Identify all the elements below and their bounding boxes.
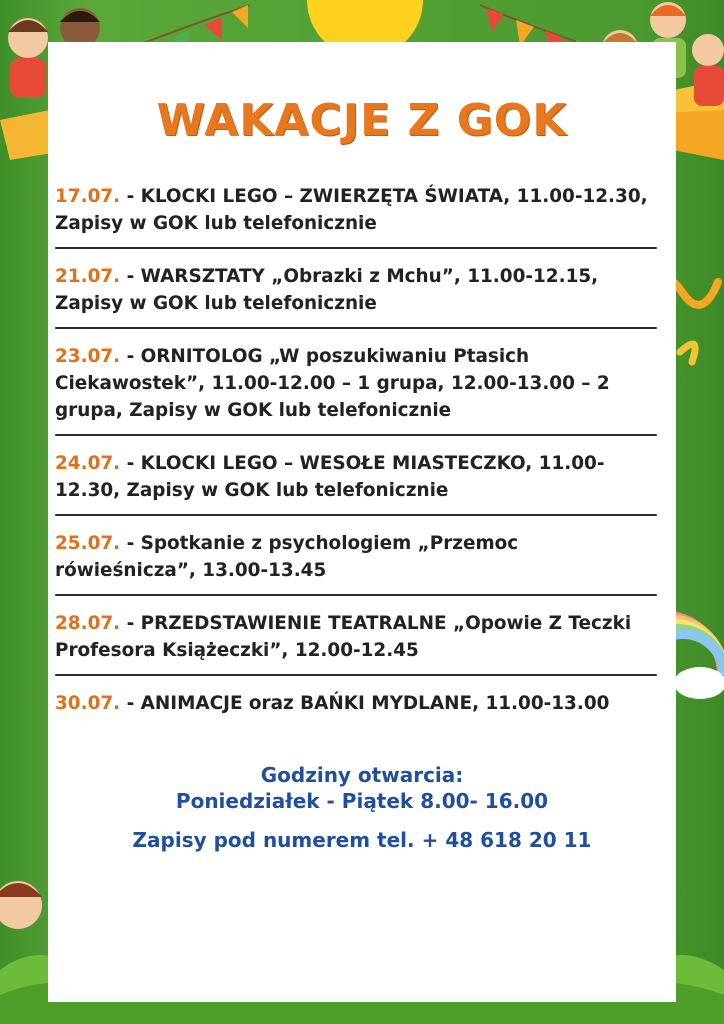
event-date: 24.07. bbox=[55, 453, 121, 474]
event-item bbox=[55, 343, 665, 434]
event-item bbox=[55, 450, 665, 514]
event-description: - KLOCKI LEGO – WESOŁE MIASTECZKO, 11.00-12.30, Zapisy w GOK lub telefonicznie bbox=[55, 453, 605, 501]
event-item bbox=[55, 690, 665, 727]
divider bbox=[55, 327, 657, 329]
event-description: - Spotkanie z psychologiem „Przemoc rówieśnicza”, 13.00-13.45 bbox=[55, 533, 519, 581]
divider bbox=[55, 514, 657, 516]
event-list bbox=[55, 183, 665, 727]
event-item bbox=[55, 263, 665, 327]
opening-hours-heading: Godziny otwarcia: bbox=[260, 763, 464, 787]
event-item bbox=[55, 183, 665, 247]
event-date: 17.07. bbox=[55, 186, 121, 207]
divider bbox=[55, 594, 657, 596]
event-date: 28.07. bbox=[55, 613, 121, 634]
poster-title: WAKACJE Z GOK bbox=[156, 95, 568, 146]
event-date: 21.07. bbox=[55, 266, 121, 287]
event-item bbox=[55, 610, 665, 674]
event-description: - WARSZTATY „Obrazki z Mchu”, 11.00-12.15, Zapisy w GOK lub telefonicznie bbox=[55, 266, 599, 314]
event-item bbox=[55, 530, 665, 594]
event-date: 23.07. bbox=[55, 346, 121, 367]
event-description: - ORNITOLOG „W poszukiwaniu Ptasich Ciekawostek”, 11.00-12.00 – 1 grupa, 12.00-13.00 – 2 grupa, Zapisy w GOK lub telefonicznie bbox=[55, 346, 610, 421]
event-date: 25.07. bbox=[55, 533, 121, 554]
registration-phone: Zapisy pod numerem tel. + 48 618 20 11 bbox=[132, 828, 592, 852]
event-description: - ANIMACJE oraz BAŃKI MYDLANE, 11.00-13.00 bbox=[120, 693, 610, 714]
divider bbox=[55, 247, 657, 249]
divider bbox=[55, 434, 657, 436]
event-description: - PRZEDSTAWIENIE TEATRALNE „Opowie Z Teczki Profesora Książeczki”, 12.00-12.45 bbox=[55, 613, 632, 661]
opening-hours-value: Poniedziałek - Piątek 8.00- 16.00 bbox=[175, 789, 549, 813]
event-description: - KLOCKI LEGO – ZWIERZĘTA ŚWIATA, 11.00-12.30, Zapisy w GOK lub telefonicznie bbox=[55, 186, 648, 234]
event-date: 30.07. bbox=[55, 693, 121, 714]
divider bbox=[55, 674, 657, 676]
opening-hours bbox=[48, 762, 676, 814]
